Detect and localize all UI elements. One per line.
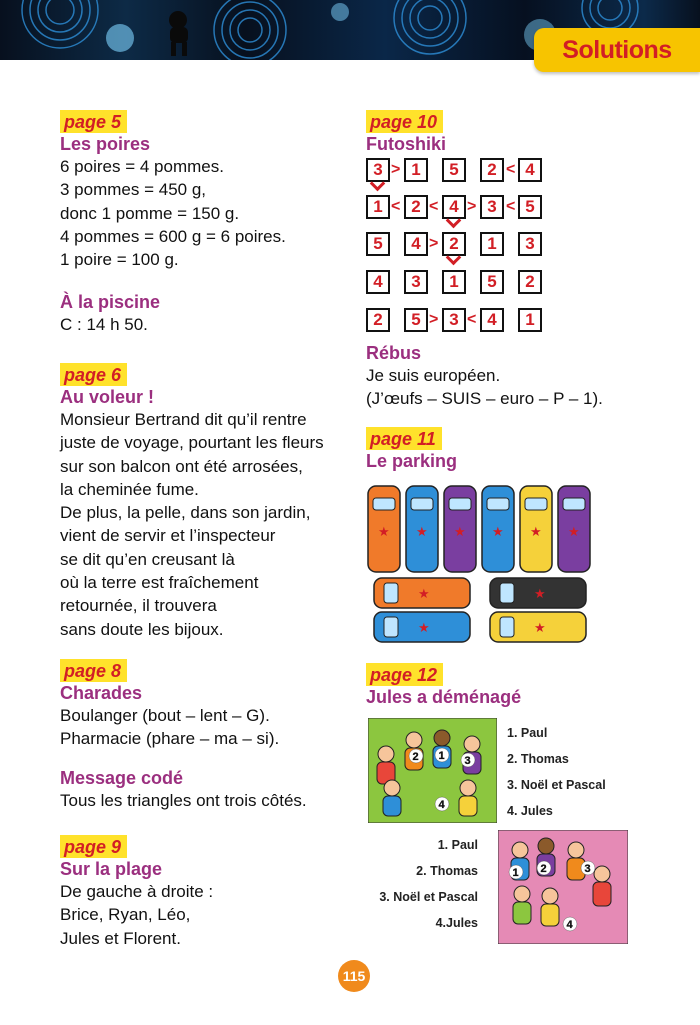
svg-text:3: 3 bbox=[464, 755, 471, 767]
section-title: Les poires bbox=[60, 134, 151, 154]
text-line: sans doute les bijoux. bbox=[60, 619, 224, 639]
futoshiki-cell: 1 bbox=[480, 232, 504, 256]
text-line: Pharmacie (phare – ma – si). bbox=[60, 729, 280, 749]
answer-item: 1. Paul bbox=[507, 726, 548, 740]
page-tag: page 12 bbox=[366, 663, 443, 686]
section-title: Futoshiki bbox=[366, 134, 446, 154]
greater-sign: > bbox=[391, 161, 401, 178]
text-line: 3 pommes = 450 g, bbox=[60, 180, 207, 200]
less-sign: < bbox=[391, 198, 401, 215]
svg-text:★: ★ bbox=[416, 524, 428, 539]
text-line: 4 pommes = 600 g = 6 poires. bbox=[60, 226, 286, 246]
page-tag: page 6 bbox=[60, 363, 127, 386]
futoshiki-cell: 5 bbox=[480, 270, 504, 294]
svg-text:★: ★ bbox=[534, 620, 546, 635]
svg-text:★: ★ bbox=[530, 524, 542, 539]
section-message-code bbox=[60, 767, 340, 812]
answer-item: 4. Jules bbox=[507, 804, 553, 818]
futoshiki-cell: 3 bbox=[480, 195, 504, 219]
answer-item: 3. Noël et Pascal bbox=[507, 778, 606, 792]
futoshiki-cell: 4 bbox=[366, 270, 390, 294]
futoshiki-cell: 5 bbox=[404, 308, 428, 332]
less-sign: < bbox=[429, 198, 439, 215]
futoshiki-cell: 4 bbox=[480, 308, 504, 332]
text-line: De plus, la pelle, dans son jardin, bbox=[60, 503, 311, 523]
svg-text:★: ★ bbox=[568, 524, 580, 539]
section-title: Le parking bbox=[366, 451, 458, 471]
less-sign: < bbox=[467, 311, 477, 328]
page-tag: page 8 bbox=[60, 659, 127, 682]
svg-text:2: 2 bbox=[412, 751, 419, 763]
text-line: De gauche à droite : bbox=[60, 882, 214, 901]
answer-item: 3. Noël et Pascal bbox=[379, 890, 478, 904]
text-line: Tous les triangles ont trois côtés. bbox=[60, 791, 307, 810]
group-photo-before bbox=[368, 718, 497, 823]
section-au-voleur bbox=[60, 363, 345, 641]
text-line: la cheminée fume. bbox=[60, 479, 199, 499]
futoshiki-cell: 5 bbox=[518, 195, 542, 219]
solutions-label: Solutions bbox=[562, 36, 672, 64]
text-line: Brice, Ryan, Léo, bbox=[60, 905, 191, 925]
page-number: 115 bbox=[338, 960, 370, 992]
text-line: sur son balcon ont été arrosées, bbox=[60, 456, 303, 476]
parking-illustration bbox=[366, 484, 592, 646]
text-line: C : 14 h 50. bbox=[60, 315, 148, 334]
page-tag: page 5 bbox=[60, 110, 127, 133]
section-les-poires bbox=[60, 110, 340, 271]
text-line: vient de servir et l’inspecteur bbox=[60, 526, 276, 546]
answer-item: 2. Thomas bbox=[416, 864, 478, 878]
section-title: Sur la plage bbox=[60, 859, 163, 879]
greater-sign: > bbox=[429, 235, 439, 252]
text-line: juste de voyage, pourtant les fleurs bbox=[60, 433, 324, 453]
text-line: Boulanger (bout – lent – G). bbox=[60, 706, 270, 725]
answer-item: 2. Thomas bbox=[507, 752, 569, 766]
text-line: Jules et Florent. bbox=[60, 928, 181, 948]
greater-sign: > bbox=[429, 311, 439, 328]
section-title: Au voleur ! bbox=[60, 387, 155, 407]
futoshiki-cell: 5 bbox=[442, 158, 466, 182]
page-tag: page 11 bbox=[366, 427, 442, 450]
svg-text:3: 3 bbox=[584, 863, 591, 875]
svg-text:1: 1 bbox=[438, 750, 445, 762]
section-title: Message codé bbox=[60, 768, 184, 788]
futoshiki-cell: 4 bbox=[442, 195, 466, 219]
svg-text:4: 4 bbox=[438, 799, 445, 811]
futoshiki-cell: 2 bbox=[480, 158, 504, 182]
section-charades bbox=[60, 659, 340, 751]
text-line: retournée, il trouvera bbox=[60, 596, 217, 616]
text-line: 1 poire = 100 g. bbox=[60, 250, 179, 270]
svg-text:1: 1 bbox=[512, 867, 519, 879]
section-sur-la-plage bbox=[60, 835, 340, 950]
futoshiki-cell: 3 bbox=[518, 232, 542, 256]
less-sign: < bbox=[506, 161, 516, 178]
solutions-tab bbox=[534, 28, 700, 72]
futoshiki-cell: 3 bbox=[366, 158, 390, 182]
text-line: Monsieur Bertrand dit qu’il rentre bbox=[60, 410, 307, 429]
futoshiki-cell: 1 bbox=[366, 195, 390, 219]
page-tag: page 9 bbox=[60, 835, 127, 858]
futoshiki-cell: 3 bbox=[442, 308, 466, 332]
section-futoshiki bbox=[366, 110, 666, 155]
futoshiki-cell: 2 bbox=[404, 195, 428, 219]
svg-text:★: ★ bbox=[492, 524, 504, 539]
text-line: donc 1 pomme = 150 g. bbox=[60, 203, 240, 223]
futoshiki-cell: 2 bbox=[366, 308, 390, 332]
text-line: où la terre est fraîchement bbox=[60, 573, 259, 593]
svg-text:4: 4 bbox=[566, 919, 573, 931]
futoshiki-cell: 4 bbox=[518, 158, 542, 182]
section-title: Jules a déménagé bbox=[366, 687, 522, 707]
section-title: Rébus bbox=[366, 343, 422, 363]
section-title: Charades bbox=[60, 683, 143, 703]
futoshiki-cell: 4 bbox=[404, 232, 428, 256]
section-rebus bbox=[366, 342, 686, 411]
group-photo-after bbox=[498, 830, 628, 944]
svg-text:★: ★ bbox=[454, 524, 466, 539]
svg-text:★: ★ bbox=[418, 620, 430, 635]
svg-text:★: ★ bbox=[418, 586, 430, 601]
futoshiki-cell: 5 bbox=[366, 232, 390, 256]
svg-text:★: ★ bbox=[534, 586, 546, 601]
futoshiki-cell: 1 bbox=[518, 308, 542, 332]
less-sign: < bbox=[506, 198, 516, 215]
svg-text:2: 2 bbox=[540, 863, 547, 875]
text-line: 6 poires = 4 pommes. bbox=[60, 157, 224, 176]
text-line: Je suis européen. bbox=[366, 366, 501, 385]
futoshiki-cell: 2 bbox=[442, 232, 466, 256]
section-le-parking bbox=[366, 427, 666, 472]
text-line: (J’œufs – SUIS – euro – P – 1). bbox=[366, 389, 603, 409]
futoshiki-cell: 3 bbox=[404, 270, 428, 294]
section-jules-a-demenage bbox=[366, 663, 666, 708]
futoshiki-cell: 1 bbox=[404, 158, 428, 182]
futoshiki-cell: 1 bbox=[442, 270, 466, 294]
text-line: se dit qu’en creusant là bbox=[60, 549, 235, 569]
section-a-la-piscine bbox=[60, 291, 340, 336]
greater-sign: > bbox=[467, 198, 477, 215]
futoshiki-grid bbox=[366, 158, 546, 336]
answer-item: 4.Jules bbox=[435, 916, 478, 930]
section-title: À la piscine bbox=[60, 292, 161, 312]
svg-text:★: ★ bbox=[378, 524, 390, 539]
futoshiki-cell: 2 bbox=[518, 270, 542, 294]
page-tag: page 10 bbox=[366, 110, 443, 133]
answer-item: 1. Paul bbox=[437, 838, 478, 852]
